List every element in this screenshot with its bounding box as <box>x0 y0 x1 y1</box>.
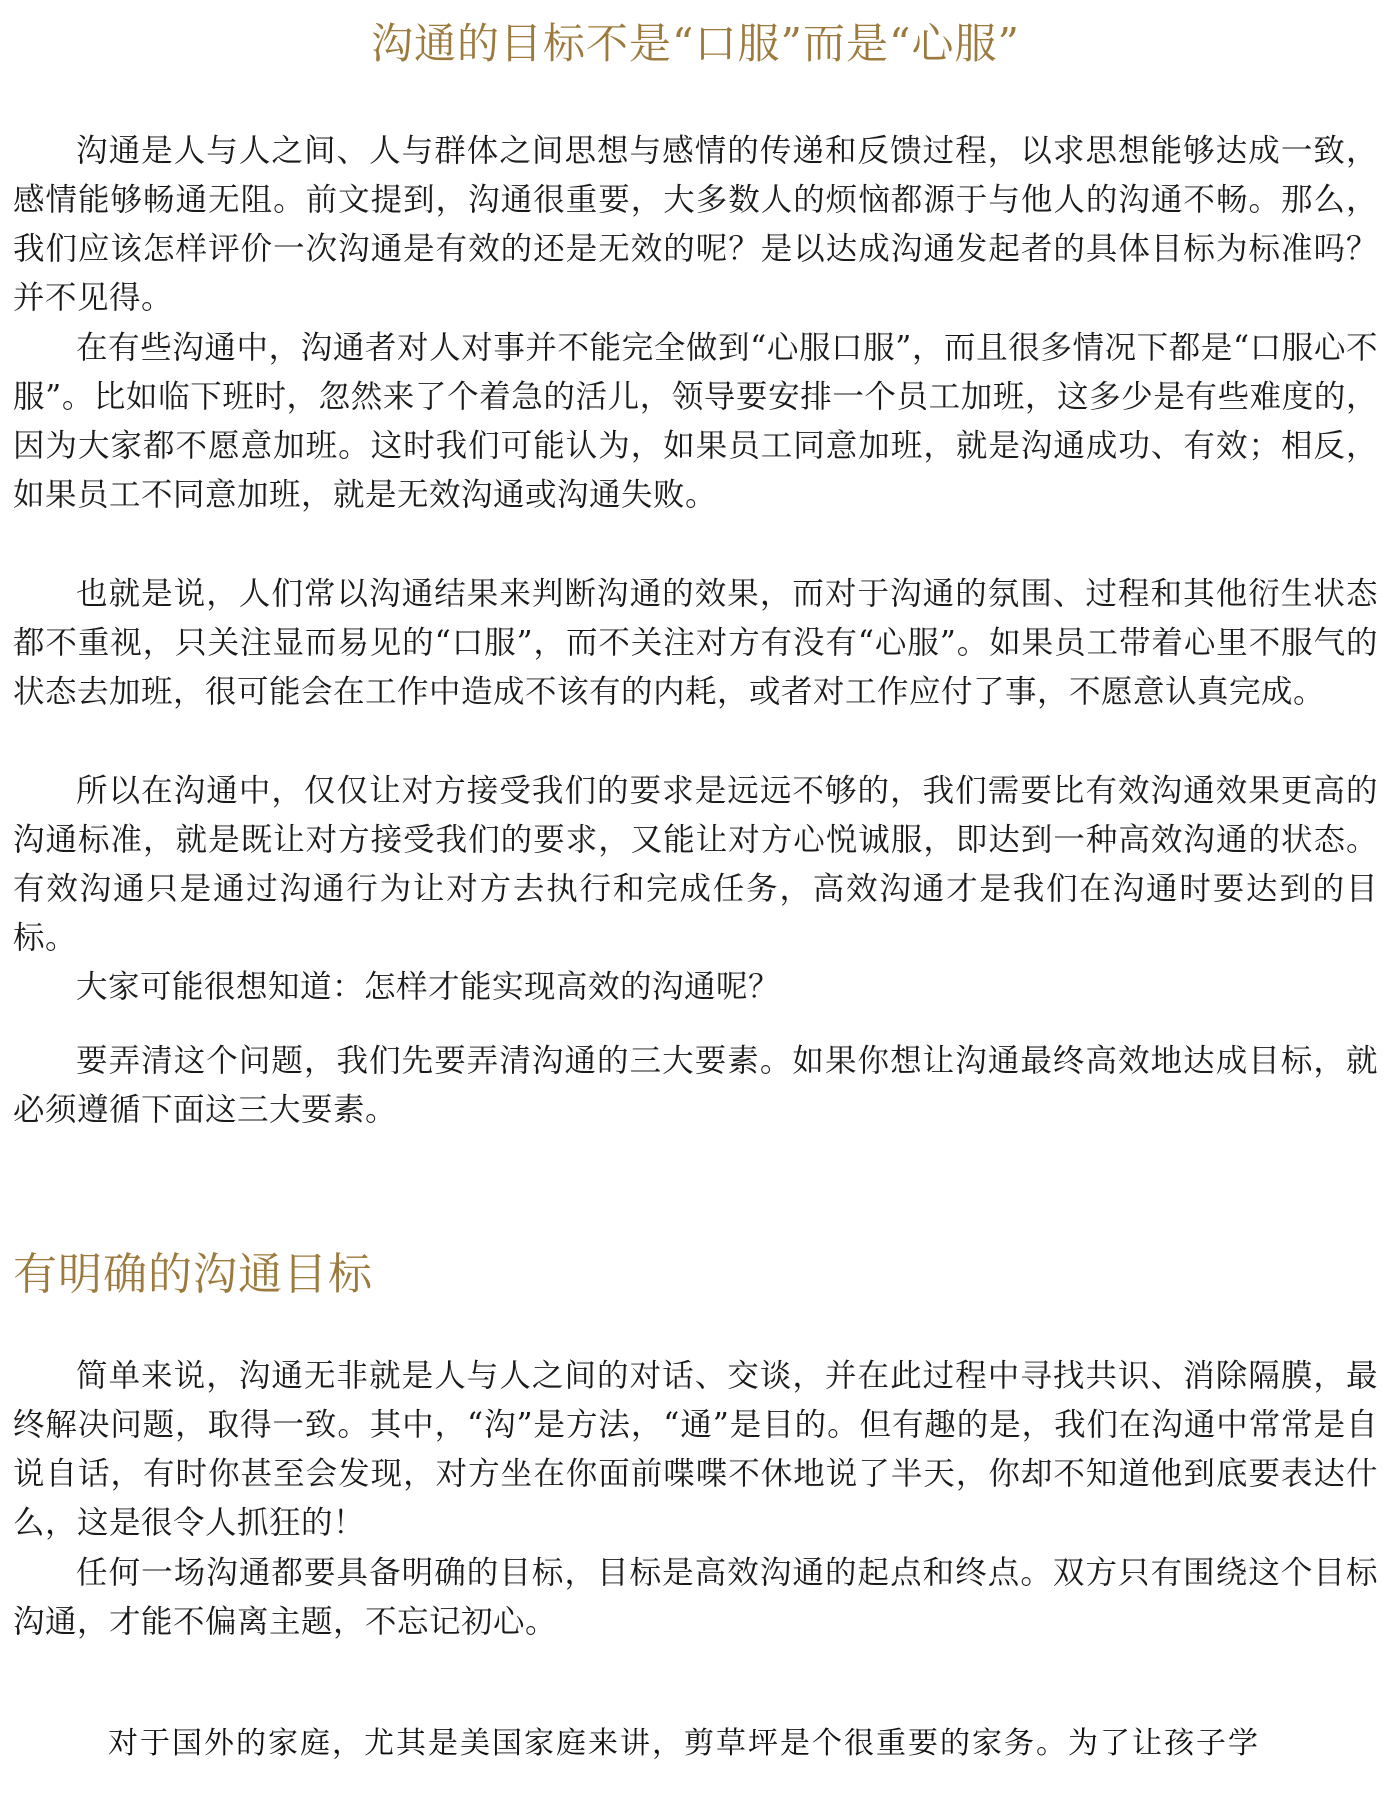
paragraph-7: 简单来说，沟通无非就是人与人之间的对话、交谈，并在此过程中寻找共识、消除隔膜，最终解决问题，取得一致。其中，“沟”是方法，“通”是目的。但有趣的是，我们在沟通中常常是自说自话，有时你甚至会发现，对方坐在你面前喋喋不休地说了半天，你却不知道他到底要表达什么，这是很令人抓狂的！ <box>13 1358 1378 1541</box>
paragraph-8: 任何一场沟通都要具备明确的目标，目标是高效沟通的起点和终点。双方只有围绕这个目标沟通，才能不偏离主题，不忘记初心。 <box>13 1555 1378 1640</box>
paragraph-3: 也就是说，人们常以沟通结果来判断沟通的效果，而对于沟通的氛围、过程和其他衍生状态都不重视，只关注显而易见的“口服”，而不关注对方有没有“心服”。如果员工带着心里不服气的状态去加班，很可能会在工作中造成不该有的内耗，或者对工作应付了事，不愿意认真完成。 <box>13 576 1378 710</box>
section-heading: 有明确的沟通目标 <box>13 1249 373 1300</box>
page-title: 沟通的目标不是“口服”而是“心服” <box>371 19 1020 68</box>
continuation-line: 对于国外的家庭，尤其是美国家庭来讲，剪草坪是个很重要的家务。为了让孩子学 <box>108 1726 1260 1761</box>
paragraph-6: 要弄清这个问题，我们先要弄清沟通的三大要素。如果你想让沟通最终高效地达成目标，就必须遵循下面这三大要素。 <box>13 1043 1378 1128</box>
paragraph-2: 在有些沟通中，沟通者对人对事并不能完全做到“心服口服”，而且很多情况下都是“口服心不服”。比如临下班时，忽然来了个着急的活儿，领导要安排一个员工加班，这多少是有些难度的，因为大家都不愿意加班。这时我们可能认为，如果员工同意加班，就是沟通成功、有效；相反，如果员工不同意加班，就是无效沟通或沟通失败。 <box>13 330 1378 513</box>
paragraph-4: 所以在沟通中，仅仅让对方接受我们的要求是远远不够的，我们需要比有效沟通效果更高的沟通标准，就是既让对方接受我们的要求，又能让对方心悦诚服，即达到一种高效沟通的状态。有效沟通只是通过沟通行为让对方去执行和完成任务，高效沟通才是我们在沟通时要达到的目标。 <box>13 773 1378 956</box>
paragraph-1: 沟通是人与人之间、人与群体之间思想与感情的传递和反馈过程，以求思想能够达成一致，感情能够畅通无阻。前文提到，沟通很重要，大多数人的烦恼都源于与他人的沟通不畅。那么，我们应该怎样评价一次沟通是有效的还是无效的呢？是以达成沟通发起者的具体目标为标准吗？并不见得。 <box>13 133 1378 316</box>
paragraph-5: 大家可能很想知道：怎样才能实现高效的沟通呢？ <box>76 969 781 1005</box>
